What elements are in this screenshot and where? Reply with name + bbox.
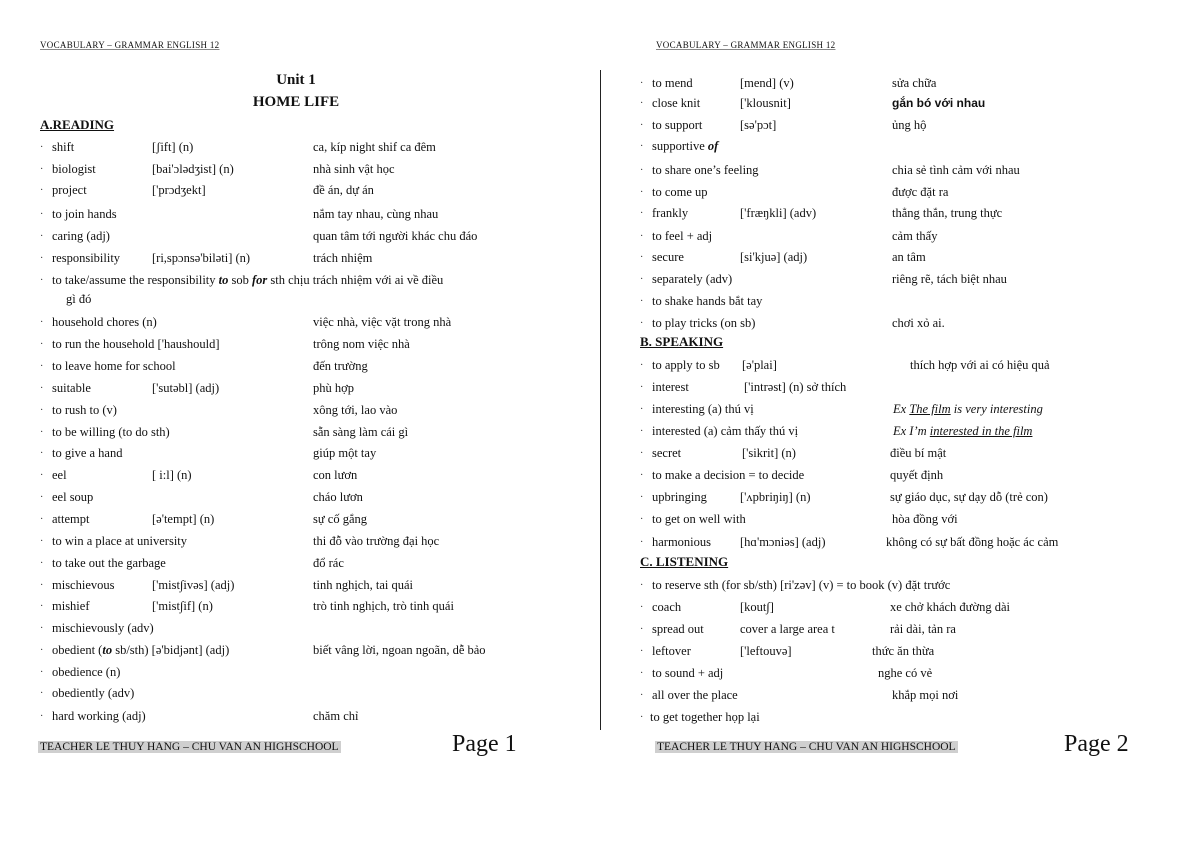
bullet: · xyxy=(640,120,644,131)
vocab-meaning: không có sự bất đồng hoặc ác cảm xyxy=(886,535,1059,549)
bullet: · xyxy=(40,142,44,153)
vocab-word: project xyxy=(52,183,87,197)
vocab-meaning: nắm tay nhau, cùng nhau xyxy=(313,207,439,221)
vocab-phonetic: ['ʌpbriŋiŋ] (n) xyxy=(740,490,811,504)
vocab-meaning: được đặt ra xyxy=(892,185,949,199)
vocab-meaning: quan tâm tới người khác chu đáo xyxy=(313,229,478,243)
unit-title: Unit 1 xyxy=(276,72,316,88)
vocab-meaning: thích hợp với ai có hiệu quả xyxy=(910,358,1050,372)
page1-number: Page 1 xyxy=(452,731,517,757)
vocab-meaning: sth chịu trách nhiệm với ai về điều xyxy=(267,273,444,287)
vocab-phonetic: [si'kjuə] (adj) xyxy=(740,250,808,264)
vocab-word: to give a hand xyxy=(52,446,123,460)
bullet: · xyxy=(640,492,644,503)
bullet: · xyxy=(640,165,644,176)
vocab-word: eel xyxy=(52,468,67,482)
example-interested xyxy=(893,423,1032,440)
vocab-meaning: chia sẻ tình cảm với nhau xyxy=(892,163,1020,177)
vocab-word: all over the place xyxy=(652,688,738,702)
bullet: · xyxy=(640,208,644,219)
vocab-phonetic: ['mist∫if] (n) xyxy=(152,599,213,613)
bullet: · xyxy=(640,602,644,613)
vocab-word: to sound + adj xyxy=(652,666,724,680)
bullet: · xyxy=(40,427,44,438)
vocab-word: to get together họp lại xyxy=(650,710,760,724)
vocab-phonetic: [ri,spɔnsə'biləti] (n) xyxy=(152,251,251,265)
vocab-word: shift xyxy=(52,140,75,154)
vocab-word: suitable xyxy=(52,381,91,395)
vocab-meaning: thẳng thắn, trung thực xyxy=(892,206,1003,220)
bullet: · xyxy=(40,492,44,503)
vocab-word: to apply to sb xyxy=(652,358,720,372)
vocab-word: household chores (n) xyxy=(52,315,157,329)
preposition-to: to xyxy=(102,643,113,657)
vocab-phonetic: ['sikrit] (n) xyxy=(742,446,796,460)
vocab-word: to run the household ['haushould] xyxy=(52,337,220,351)
vocab-word: to rush to (v) xyxy=(52,403,117,417)
vocab-word: secure xyxy=(652,250,684,264)
vocab-word: responsibility xyxy=(52,251,121,265)
vocab-meaning: trách nhiệm xyxy=(313,251,373,265)
vocab-word: interested (a) cảm thấy thú vị xyxy=(652,424,799,438)
bullet: · xyxy=(640,78,644,89)
preposition-to: to xyxy=(218,273,229,287)
vocab-meaning: cháo lươn xyxy=(313,490,363,504)
preposition-for: for xyxy=(252,273,268,287)
preposition-of: of xyxy=(707,139,719,153)
bullet: · xyxy=(640,296,644,307)
vocab-word: to make a decision = to decide xyxy=(652,468,805,482)
vocab-phonetic: [sə'pɔt] xyxy=(740,118,777,132)
vocab-word: to mend xyxy=(652,76,693,90)
vocab-word: to win a place at university xyxy=(52,534,188,548)
bullet: · xyxy=(640,646,644,657)
vocab-sob: sob xyxy=(228,273,252,287)
vocab-word: to get on well with xyxy=(652,512,746,526)
vocab-meaning: ca, kíp night shif ca đêm xyxy=(313,140,436,154)
example-interesting xyxy=(893,401,1043,418)
vocab-phonetic: sb/sth) [ə'bidjənt] (adj) xyxy=(112,643,230,657)
bullet: · xyxy=(40,164,44,175)
vocab-meaning: đến trường xyxy=(313,359,368,373)
bullet: · xyxy=(640,187,644,198)
vocab-word: to feel + adj xyxy=(652,229,713,243)
vocab-word: to take out the garbage xyxy=(52,556,166,570)
bullet: · xyxy=(640,514,644,525)
vocab-word: eel soup xyxy=(52,490,94,504)
vocab-word: leftover xyxy=(652,644,691,658)
vocab-word: to join hands xyxy=(52,207,117,221)
vocab-word: obedient ( xyxy=(52,643,103,657)
bullet: · xyxy=(40,667,44,678)
page-divider xyxy=(600,70,601,730)
vocab-meaning: chăm chỉ xyxy=(313,709,359,723)
vocab-word: harmonious xyxy=(652,535,712,549)
vocab-meaning: tinh nghịch, tai quái xyxy=(313,578,413,592)
bullet: · xyxy=(40,711,44,722)
page2-number: Page 2 xyxy=(1064,731,1129,757)
bullet: · xyxy=(640,624,644,635)
vocab-meaning: rải dài, tản ra xyxy=(890,622,956,636)
vocab-phonetic: [hɑ'mɔniəs] (adj) xyxy=(740,535,826,549)
vocab-phonetic: ['fræŋkli] (adv) xyxy=(740,206,817,220)
vocab-word: to be willing (to do sth) xyxy=(52,425,170,439)
vocab-word: biologist xyxy=(52,162,96,176)
vocab-phonetic: [bai'ɔlədʒist] (n) xyxy=(152,162,234,176)
vocab-phonetic: ['intrəst] (n) sở thích xyxy=(744,380,847,394)
page2-header: VOCABULARY – GRAMMAR ENGLISH 12 xyxy=(656,40,836,50)
vocab-word: mishief xyxy=(52,599,90,613)
vocab-meaning: sẵn sàng làm cái gì xyxy=(313,425,409,439)
bullet: · xyxy=(40,275,44,286)
vocab-meaning: biết vâng lời, ngoan ngoãn, dễ bảo xyxy=(313,643,486,657)
vocab-phonetic: ['klousnit] xyxy=(740,96,791,110)
vocab-word: to take/assume the responsibility xyxy=(52,273,216,287)
bullet: · xyxy=(640,690,644,701)
bullet: · xyxy=(640,141,644,152)
vocab-word: supportive xyxy=(652,139,708,153)
bullet: · xyxy=(640,274,644,285)
section-reading: A.READING xyxy=(40,117,115,132)
bullet: · xyxy=(40,601,44,612)
vocab-word: to shake hands bắt tay xyxy=(652,294,763,308)
vocab-word: to leave home for school xyxy=(52,359,176,373)
bullet: · xyxy=(640,252,644,263)
bullet: · xyxy=(40,185,44,196)
bullet: · xyxy=(40,361,44,372)
bullet: · xyxy=(640,360,644,371)
vocab-meaning: gắn bó với nhau xyxy=(892,96,986,110)
bullet: · xyxy=(640,426,644,437)
vocab-meaning: xông tới, lao vào xyxy=(313,403,398,417)
vocab-meaning: trông nom việc nhà xyxy=(313,337,410,351)
vocab-phonetic: ['mist∫ivəs] (adj) xyxy=(152,578,235,592)
vocab-meaning: trò tinh nghịch, trò tinh quái xyxy=(313,599,454,613)
vocab-phonetic: [mend] (v) xyxy=(740,76,794,90)
page1-header: VOCABULARY – GRAMMAR ENGLISH 12 xyxy=(40,40,220,50)
vocab-meaning: quyết định xyxy=(890,468,944,482)
bullet: · xyxy=(40,383,44,394)
vocab-word: to reserve sth (for sb/sth) [ri'zəv] (v) = to book (v) đặt trước xyxy=(652,578,951,592)
vocab-meaning: ủng hộ xyxy=(892,118,927,132)
vocab-phonetic: cover a large area t xyxy=(740,622,835,636)
vocab-word: interesting (a) thú vị xyxy=(652,402,754,416)
bullet: · xyxy=(40,645,44,656)
bullet: · xyxy=(40,470,44,481)
vocab-phonetic: [ i:l] (n) xyxy=(152,468,192,482)
vocab-word: secret xyxy=(652,446,682,460)
bullet: · xyxy=(640,404,644,415)
bullet: · xyxy=(40,514,44,525)
vocab-word: spread out xyxy=(652,622,704,636)
section-speaking: B. SPEAKING xyxy=(640,334,724,349)
vocab-phonetic: [ə'tempt] (n) xyxy=(152,512,215,526)
bullet: · xyxy=(40,209,44,220)
bullet: · xyxy=(640,537,644,548)
vocab-meaning: thức ăn thừa xyxy=(872,644,935,658)
vocab-meaning: an tâm xyxy=(892,250,926,264)
vocab-word: to share one’s feeling xyxy=(652,163,759,177)
vocab-meaning: cảm thấy xyxy=(892,229,938,243)
bullet: · xyxy=(40,231,44,242)
vocab-word: upbringing xyxy=(652,490,707,504)
vocab-meaning: sự cố gắng xyxy=(313,512,367,526)
vocab-meaning-continued: gì đó xyxy=(66,292,92,306)
bullet: · xyxy=(640,470,644,481)
vocab-meaning: thi đỗ vào trường đại học xyxy=(313,534,440,548)
page2-footer: TEACHER LE THUY HANG – CHU VAN AN HIGHSCHOOL xyxy=(657,741,956,753)
vocab-word: mischievously (adv) xyxy=(52,621,154,635)
vocab-meaning: nhà sinh vật học xyxy=(313,162,395,176)
bullet: · xyxy=(40,339,44,350)
bullet: · xyxy=(640,448,644,459)
vocab-word: to play tricks (on sb) xyxy=(652,316,756,330)
page1-footer: TEACHER LE THUY HANG – CHU VAN AN HIGHSCHOOL xyxy=(40,741,339,753)
vocab-meaning: khắp mọi nơi xyxy=(892,688,959,702)
vocab-word: frankly xyxy=(652,206,689,220)
unit-subtitle: HOME LIFE xyxy=(252,94,340,110)
vocab-word: interest xyxy=(652,380,689,394)
vocab-meaning: nghe có vẻ xyxy=(878,666,933,680)
vocab-phonetic: [kout∫] xyxy=(740,600,774,614)
bullet: · xyxy=(640,98,644,109)
bullet: · xyxy=(640,580,644,591)
vocab-meaning: đề án, dự án xyxy=(313,183,374,197)
vocab-word: obedience (n) xyxy=(52,665,121,679)
bullet: · xyxy=(40,405,44,416)
example-suffix: is very interesting xyxy=(950,402,1043,416)
bullet: · xyxy=(640,231,644,242)
vocab-meaning: con lươn xyxy=(313,468,358,482)
vocab-meaning: đổ rác xyxy=(313,556,344,570)
vocab-word: obediently (adv) xyxy=(52,686,135,700)
example-underlined: interested in the film xyxy=(929,424,1033,438)
bullet: · xyxy=(40,448,44,459)
example-underlined: The film xyxy=(909,402,951,416)
bullet: · xyxy=(40,536,44,547)
vocab-phonetic: [ə'plai] xyxy=(742,358,777,372)
bullet: · xyxy=(40,580,44,591)
vocab-meaning: việc nhà, việc vặt trong nhà xyxy=(313,315,452,329)
bullet: · xyxy=(40,317,44,328)
vocab-word: caring (adj) xyxy=(52,229,110,243)
bullet: · xyxy=(640,382,644,393)
vocab-phonetic: ['prɔdʒekt] xyxy=(152,183,206,197)
vocab-meaning: riêng rẽ, tách biệt nhau xyxy=(892,272,1007,286)
vocab-meaning: chơi xỏ ai. xyxy=(892,316,945,330)
vocab-word: separately (adv) xyxy=(652,272,733,286)
bullet: · xyxy=(40,558,44,569)
vocab-word: mischievous xyxy=(52,578,115,592)
vocab-word: close knit xyxy=(652,96,701,110)
bullet: · xyxy=(40,253,44,264)
vocab-word: attempt xyxy=(52,512,90,526)
vocab-meaning: phù hợp xyxy=(313,381,354,395)
bullet: · xyxy=(640,668,644,679)
bullet: · xyxy=(640,318,644,329)
vocab-phonetic: ['leftouvə] xyxy=(740,644,792,658)
vocab-word: hard working (adj) xyxy=(52,709,146,723)
vocab-word: to come up xyxy=(652,185,708,199)
vocab-meaning: sự giáo dục, sự dạy dỗ (trẻ con) xyxy=(890,490,1048,504)
vocab-meaning: giúp một tay xyxy=(313,446,377,460)
vocab-phonetic: ['sutəbl] (adj) xyxy=(152,381,220,395)
bullet: · xyxy=(40,688,44,699)
example-prefix: Ex I’m xyxy=(893,424,930,438)
vocab-meaning: xe chở khách đường dài xyxy=(890,600,1010,614)
vocab-meaning: điều bí mật xyxy=(890,446,947,460)
vocab-word: to support xyxy=(652,118,703,132)
vocab-phonetic: [ʃift] (n) xyxy=(152,140,194,154)
bullet: · xyxy=(40,623,44,634)
bullet: · xyxy=(640,712,644,723)
vocab-meaning: hòa đồng với xyxy=(892,512,958,526)
example-prefix: Ex xyxy=(893,402,910,416)
section-listening: C. LISTENING xyxy=(640,554,729,569)
vocab-word: coach xyxy=(652,600,682,614)
vocab-meaning: sửa chữa xyxy=(892,76,937,90)
